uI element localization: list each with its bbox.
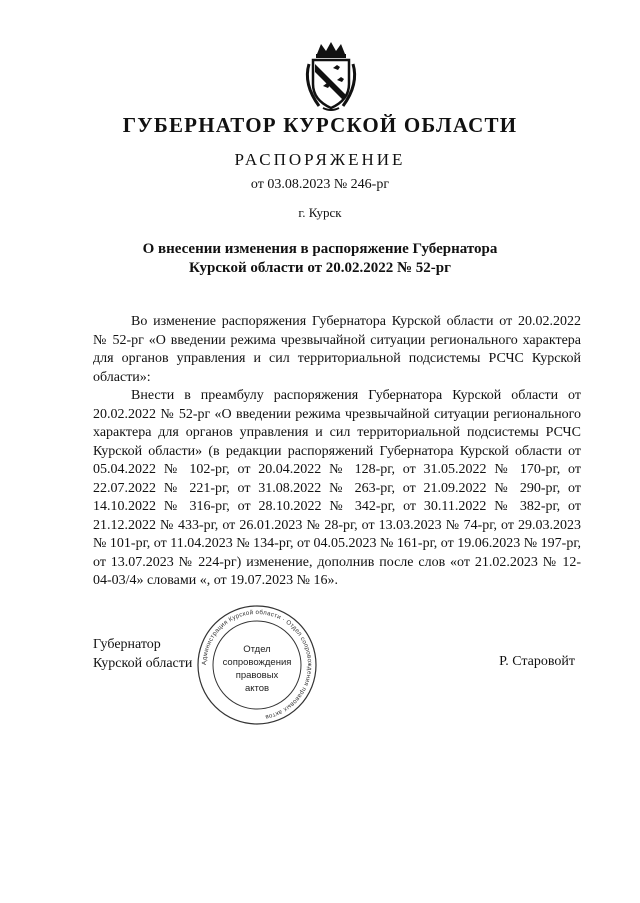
body-paragraph-1: Во изменение распоряжения Губернатора Курской области от 20.02.2022 № 52-рг «О введении режима чрезвычайной ситуации регионального характера для органов управления и сил территориальной подсистемы РСЧС Курской области»: bbox=[93, 314, 581, 385]
kursk-coat-of-arms-icon bbox=[299, 40, 363, 112]
stamp-center-text bbox=[213, 643, 301, 695]
authority-title: ГУБЕРНАТОР КУРСКОЙ ОБЛАСТИ bbox=[122, 113, 518, 137]
document-type: РАСПОРЯЖЕНИЕ bbox=[234, 150, 406, 169]
document-city: г. Курск bbox=[298, 205, 342, 220]
stamp-ring-text: Администрация Курской области · Отдел сопровождения правовых актов bbox=[200, 608, 314, 721]
signatory-title-line-2: Курской области bbox=[93, 655, 193, 671]
subject-line-1: О внесении изменения в распоряжение Губернатора bbox=[142, 241, 498, 257]
document-subject bbox=[120, 240, 520, 278]
signatory-name: Р. Старовойт bbox=[499, 654, 575, 669]
body-paragraph-2: Внести в преамбулу распоряжения Губернатора Курской области от 20.02.2022 № 52-рг «О введении режима чрезвычайной ситуации регионального характера для органов управления и сил территориальной подсистемы РСЧС Курской области» (в редакции распоряжений Губернатора Курской области от 05.04.2022 № 102-рг, от 20.04.2022 № 128-рг, от 31.05.2022 № 170-рг, от 22.07.2022 № 221-рг, от 31.08.2022 № 263-рг, от 21.09.2022 № 290-рг, от 14.10.2022 № 316-рг, от 28.10.2022 № 342-рг, от 30.11.2022 № 382-рг, от 21.12.2022 № 433-рг, от 26.01.2023 № 28-рг, от 13.03.2023 № 74-рг, от 29.03.2023 № 101-рг, от 11.04.2023 № 134-рг, от 04.05.2023 № 161-рг, от 19.06.2023 № 197-рг, от 13.07.2023 № 224-рг) изменение, дополнив после слов «от 21.02.2023 № 12-04-03/4» словами «, от 19.07.2023 № 16». bbox=[93, 388, 581, 588]
signatory-title-line-1: Губернатор bbox=[93, 637, 161, 652]
signatory-title bbox=[93, 636, 192, 673]
stamp-line-4: актов bbox=[244, 683, 270, 694]
stamp-line-3: правовых bbox=[235, 670, 279, 681]
subject-line-2: Курской области от 20.02.2022 № 52-рг bbox=[189, 260, 451, 276]
document-body bbox=[93, 313, 581, 591]
stamp-line-1: Отдел bbox=[243, 644, 271, 655]
stamp-line-2: сопровождения bbox=[222, 657, 292, 668]
document-date-number: от 03.08.2023 № 246-рг bbox=[250, 177, 390, 192]
